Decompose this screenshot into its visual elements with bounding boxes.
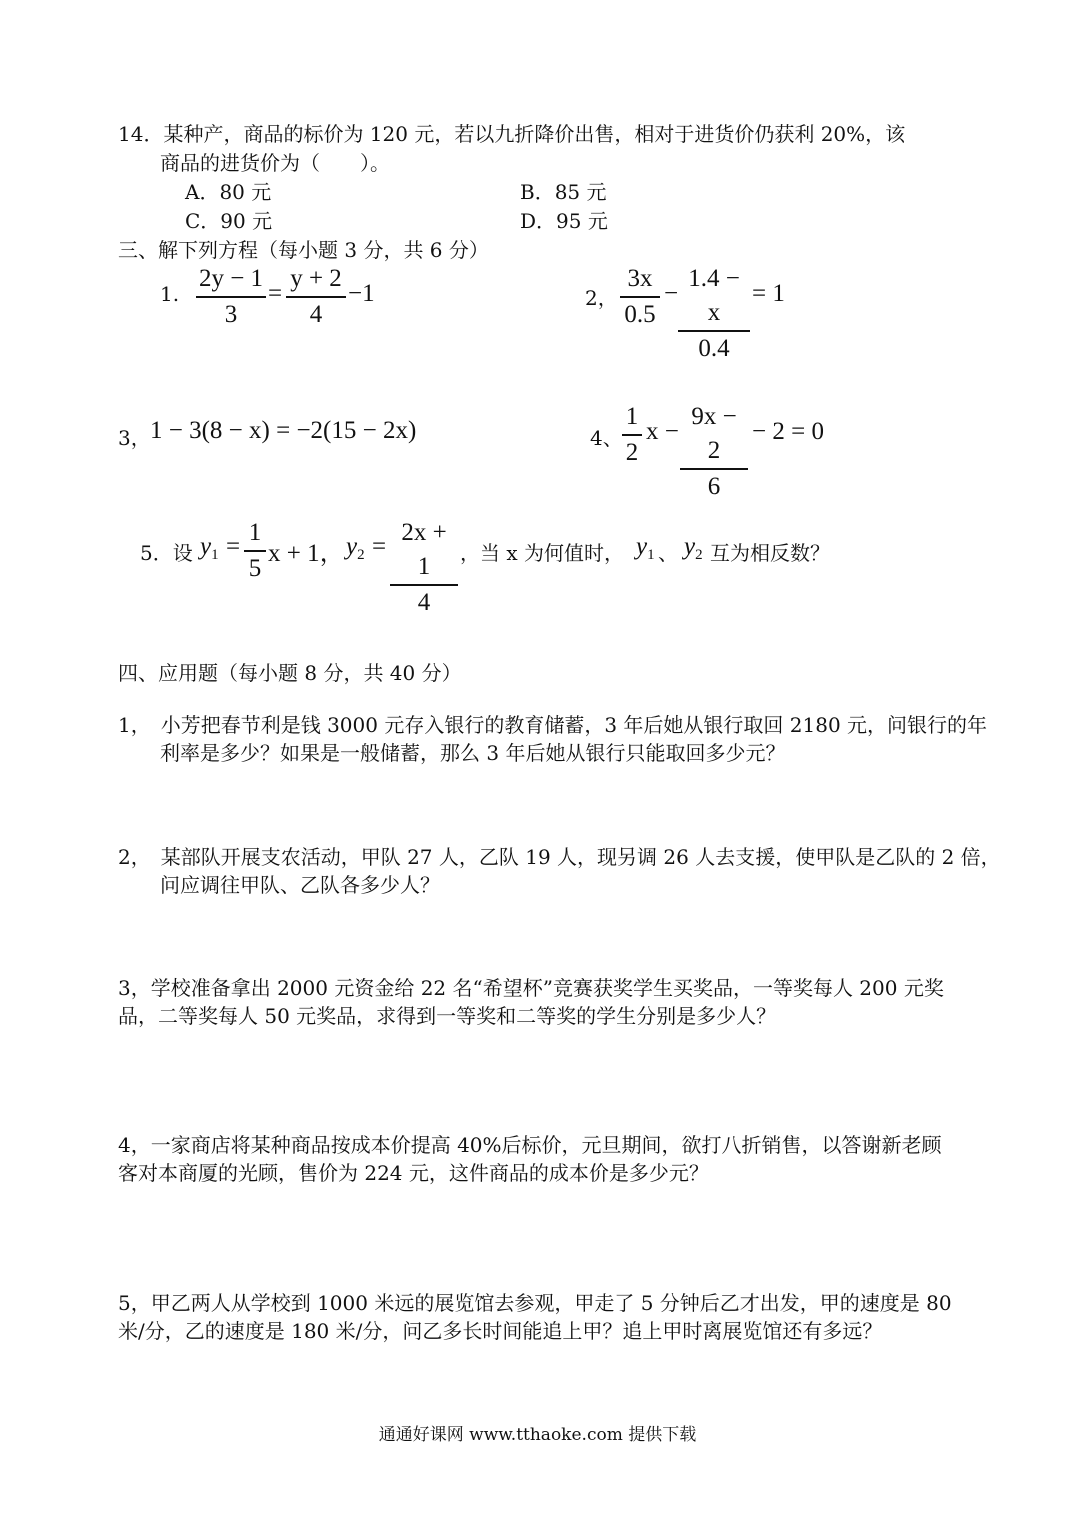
section-3-heading: 三、解下列方程（每小题 3 分，共 6 分）: [118, 238, 489, 262]
equals-sign: =: [226, 533, 241, 560]
subscript: 1: [647, 547, 655, 563]
option-c: C．90 元: [185, 209, 273, 233]
equation-2-tail: = 1: [752, 280, 785, 307]
fraction-denominator: 3: [224, 301, 238, 328]
equation-2-fraction-right: [678, 262, 750, 366]
equation-3-label: 3，: [118, 426, 151, 450]
equation-4-label: 4、: [590, 426, 623, 450]
subscript: 1: [211, 547, 219, 563]
fraction-numerator: 3x: [620, 262, 660, 298]
q5-question-end: 互为相反数？: [710, 541, 830, 565]
fraction-numerator: 1: [244, 516, 266, 552]
subscript: 2: [695, 547, 703, 563]
section-4-heading: 四、应用题（每小题 8 分，共 40 分）: [118, 661, 462, 685]
equation-4-fraction-left: [622, 400, 642, 470]
application-problem-5: 5，甲乙两人从学校到 1000 米远的展览馆去参观，甲走了 5 分钟后乙才出发，甲的速度是 80 米/分，乙的速度是 180 米/分，问乙多长时间能追上甲？追上甲时离展览馆还有多远？: [118, 1291, 952, 1343]
equation-2-fraction-left: [620, 262, 660, 332]
variable-y: y: [636, 533, 648, 560]
fraction-numerator: 2x + 1: [390, 516, 458, 586]
y1-symbol: [200, 533, 219, 564]
fraction-denominator: 2: [625, 439, 639, 466]
option-b: B．85 元: [520, 180, 607, 204]
fraction-denominator: 5: [248, 555, 262, 582]
fraction-denominator: 0.4: [698, 335, 730, 362]
fraction-denominator: 0.5: [624, 301, 656, 328]
q5-expression-1: x + 1，: [268, 540, 345, 567]
page-footer: 通通好课网 www.tthaoke.com 提供下载: [378, 1425, 697, 1445]
equation-4-tail: − 2 = 0: [752, 418, 824, 445]
fraction-denominator: 4: [309, 301, 323, 328]
fraction-numerator: 2y − 1: [196, 262, 266, 298]
application-problem-1: 1， 小芳把春节利是钱 3000 元存入银行的教育储蓄，3 年后她从银行取回 2180 元，问银行的年利率是多少？如果是一般储蓄，那么 3 年后她从银行只能取回多少元？: [118, 713, 988, 765]
question-14-line-1: 14．某种产，商品的标价为 120 元，若以九折降价出售，相对于进货价仍获利 20%，该: [118, 122, 906, 146]
variable-y: y: [200, 533, 212, 560]
y1-symbol-2: [636, 533, 655, 564]
variable-y: y: [346, 533, 358, 560]
separator: 、: [658, 541, 678, 565]
equation-1-tail: −1: [348, 280, 375, 307]
q5-fraction-2: [390, 516, 458, 620]
equals-sign: =: [268, 280, 283, 307]
application-problem-4: 4，一家商店将某种商品按成本价提高 40%后标价，元旦期间，欲打八折销售，以答谢新老顾客对本商厦的光顾，售价为 224 元，这件商品的成本价是多少元？: [118, 1133, 942, 1185]
fraction-numerator: y + 2: [286, 262, 346, 298]
fraction-numerator: 1: [622, 400, 642, 436]
fraction-numerator: 9x − 2: [680, 400, 748, 470]
minus-sign: −: [664, 280, 679, 307]
equation-1-label: 1.: [160, 282, 180, 306]
y2-symbol: [346, 533, 365, 564]
equation-1-fraction-right: [286, 262, 346, 332]
fraction-numerator: 1.4 − x: [678, 262, 750, 332]
subscript: 2: [357, 547, 365, 563]
question-5-label: 5．设: [140, 541, 193, 565]
option-d: D．95 元: [520, 209, 608, 233]
equation-3-expression: 1 − 3(8 − x) = −2(15 − 2x): [150, 417, 417, 444]
variable-y: y: [684, 533, 696, 560]
fraction-denominator: 6: [707, 473, 721, 500]
q5-question-start: ，当 x 为何值时，: [460, 541, 624, 565]
application-problem-3: 3，学校准备拿出 2000 元资金给 22 名“希望杯”竞赛获奖学生买奖品，一等奖每人 200 元奖品，二等奖每人 50 元奖品，求得到一等奖和二等奖的学生分别是多少人？: [118, 976, 944, 1028]
application-problem-2: 2， 某部队开展支农活动，甲队 27 人，乙队 19 人，现另调 26 人去支援，使甲队是乙队的 2 倍，问应调往甲队、乙队各多少人？: [118, 845, 1001, 897]
y2-symbol-2: [684, 533, 703, 564]
equation-1-fraction-left: [196, 262, 266, 332]
question-14-line-2: 商品的进货价为（ ）。: [160, 151, 390, 175]
option-a: A．80 元: [185, 180, 272, 204]
equals-sign: =: [372, 533, 387, 560]
equation-4-fraction-right: [680, 400, 748, 504]
q5-fraction-1: [244, 516, 266, 586]
equation-2-label: 2，: [585, 286, 618, 310]
equation-4-middle: x −: [646, 418, 679, 445]
fraction-denominator: 4: [417, 589, 431, 616]
